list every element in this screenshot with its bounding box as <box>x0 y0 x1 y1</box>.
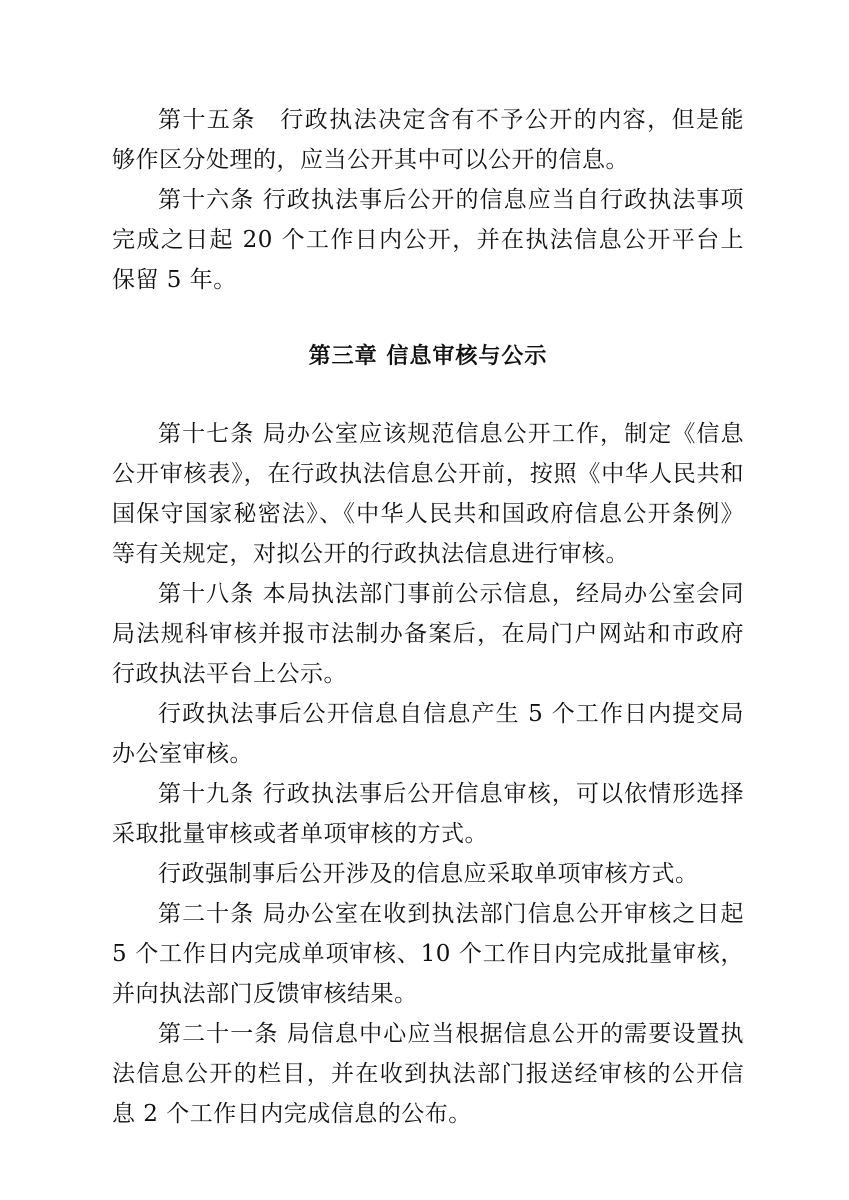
article-18-followup-paragraph: 行政执法事后公开信息自信息产生 5 个工作日内提交局办公室审核。 <box>112 701 744 767</box>
article-18-paragraph: 第十八条 本局执法部门事前公示信息，经局办公室会同局法规科审核并报市法制办备案后，在局门户网站和市政府行政执法平台上公示。 <box>112 581 744 687</box>
article-19-followup-paragraph: 行政强制事后公开涉及的信息应采取单项审核方式。 <box>158 861 699 887</box>
chapter-title: 第三章 信息审核与公示 <box>308 344 548 369</box>
article-21-paragraph: 第二十一条 局信息中心应当根据信息公开的需要设置执法信息公开的栏目，并在收到执法部门报送经审核的公开信息 2 个工作日内完成信息的公布。 <box>112 1021 744 1127</box>
article-20-paragraph: 第二十条 局办公室在收到执法部门信息公开审核之日起 5 个工作日内完成单项审核、10 个工作日内完成批量审核，并向执法部门反馈审核结果。 <box>112 901 744 1007</box>
document-page <box>112 100 744 1134</box>
article-16-paragraph: 第十六条 行政执法事后公开的信息应当自行政执法事项完成之日起 20 个工作日内公开，并在执法信息公开平台上保留 5 年。 <box>112 187 744 293</box>
article-17-paragraph: 第十七条 局办公室应该规范信息公开工作，制定《信息公开审核表》，在行政执法信息公开前，按照《中华人民共和国保守国家秘密法》、《中华人民共和国政府信息公开条例》等有关规定，对拟公开的行政执法信息进行审核。 <box>112 421 744 567</box>
article-15-paragraph: 第十五条 行政执法决定含有不予公开的内容，但是能够作区分处理的，应当公开其中可以公开的信息。 <box>112 107 744 173</box>
article-19-paragraph: 第十九条 行政执法事后公开信息审核，可以依情形选择采取批量审核或者单项审核的方式。 <box>112 781 744 847</box>
